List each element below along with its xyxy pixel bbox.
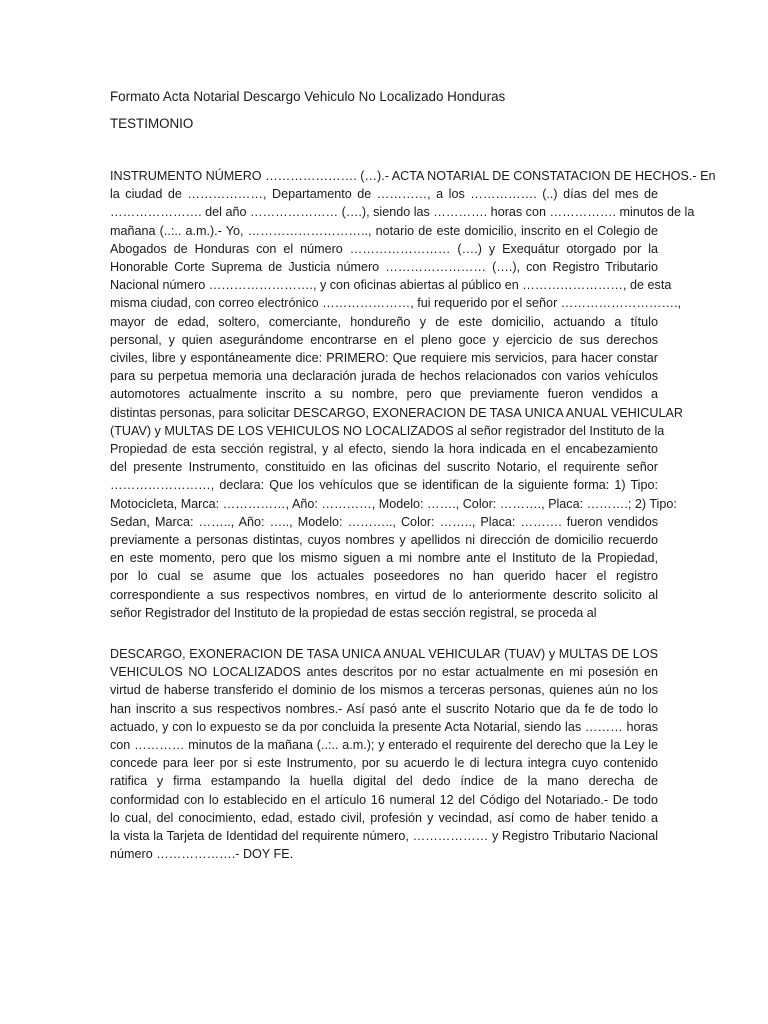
paragraph-line: virtud de haberse transferido el dominio de los mismos a terceras personas, quienes aún no los [110, 683, 658, 698]
paragraph-line: ratifica y firma estampando la huella digital del dedo índice de la mano derecha de [110, 774, 658, 789]
paragraph-line: misma ciudad, con correo electrónico …………………, fui requerido por el señor ………………………., [110, 296, 682, 311]
paragraph-line: han inscrito a sus respectivos nombres.- Así pasó ante el suscrito Notario que da fe de todo lo [110, 701, 658, 716]
document-title: Formato Acta Notarial Descargo Vehiculo No Localizado Honduras [110, 89, 506, 104]
paragraph-line: Propiedad de esta sección registral, y al efecto, siendo la hora indicada en el encabezamiento [110, 442, 658, 457]
paragraph-line: ……………………, declara: Que los vehículos que se identifican de la siguiente forma: 1) Tipo: [110, 478, 658, 493]
paragraph-line: la vista la Tarjeta de Identidad del requirente número, ……………… y Registro Tributario Nacional [110, 829, 658, 844]
paragraph-line: Honorable Corte Suprema de Justicia número …………………… (….), con Registro Tributario [110, 260, 658, 275]
paragraph-line: señor Registrador del Instituto de la propiedad de estas sección registral, se proceda al [110, 605, 597, 620]
paragraph-line: INSTRUMENTO NÚMERO …………………. (…).- ACTA NOTARIAL DE CONSTATACION DE HECHOS.- En [110, 169, 716, 183]
paragraph-line: Sedan, Marca: …….., Año: ….., Modelo: ……….., Color: …….., Placa: ………. fueron vendidos [110, 514, 658, 529]
paragraph-line: personal, y quien asegurándome encontrarse en el pleno goce y ejercicio de sus derechos [110, 332, 658, 347]
paragraph-line: DESCARGO, EXONERACION DE TASA UNICA ANUAL VEHICULAR (TUAV) y MULTAS DE LOS [110, 647, 658, 661]
paragraph-line: por lo cual se asume que los actuales poseedores no han querido hacer el registro [110, 569, 658, 584]
paragraph-closing [110, 645, 658, 863]
paragraph-line: previamente a personas distintas, cuyos nombres y apellidos ni dirección de domicilio recuerdo [110, 533, 658, 548]
paragraph-line: la ciudad de ………………, Departamento de …………, a los ……………. (..) días del mes de [110, 187, 658, 202]
paragraph-line: lo cual, del conocimiento, edad, estado civil, profesión y vecindad, así como de haber tenido a [110, 810, 658, 825]
paragraph-line: civiles, libre y espontáneamente dice: PRIMERO: Que requiere mis servicios, para hacer constar [110, 351, 658, 366]
paragraph-line: …………………. del año ………………… (….), siendo las …………. horas con ……………. minutos de la [110, 205, 695, 220]
paragraph-line: número ……………….- DOY FE. [110, 847, 294, 862]
paragraph-line: automotores actualmente inscrito a su nombre, pero que previamente fueron vendidos a [110, 387, 658, 402]
paragraph-line: del presente Instrumento, constituido en las oficinas del suscrito Notario, el requirente señor [110, 460, 658, 475]
paragraph-line: para su perpetua memoria una declaración jurada de hechos relacionados con varios vehículos [110, 369, 658, 384]
paragraph-line: actuado, y con lo expuesto se da por concluida la presente Acta Notarial, siendo las ……… horas [110, 719, 658, 734]
paragraph-line: Abogados de Honduras con el número …………………… (….) y Exequátur otorgado por la [110, 241, 658, 256]
paragraph-line: concede para leer por si este Instrumento, por su acuerdo le di lectura integra cuyo contenido [110, 756, 658, 771]
paragraph-line: correspondiente a sus respectivos nombres, en virtud de lo anteriormente descrito solicito al [110, 587, 658, 602]
paragraph-line: mañana (..:.. a.m.).- Yo, ……………………….., notario de este domicilio, inscrito en el Colegio de [110, 223, 658, 238]
paragraph-line: conformidad con lo establecido en el artículo 16 numeral 12 del Código del Notariado.- De todo [110, 792, 658, 807]
paragraph-line: en este momento, pero que los mismo siguen a mi nombre ante el Instituto de la Propiedad, [110, 551, 658, 566]
paragraph-line: distintas personas, para solicitar DESCARGO, EXONERACION DE TASA UNICA ANUAL VEHICULAR [110, 405, 683, 420]
paragraph-line: Motocicleta, Marca: ……………, Año: …………, Modelo: ……., Color: ………., Placa: ……….; 2) Tipo: [110, 496, 677, 511]
paragraph-line: (TUAV) y MULTAS DE LOS VEHICULOS NO LOCALIZADOS al señor registrador del Instituto de la [110, 423, 665, 438]
paragraph-instrument [110, 167, 716, 622]
paragraph-line: Nacional número ……………………., y con oficinas abiertas al público en ……………………, de esta [110, 278, 672, 293]
paragraph-line: VEHICULOS NO LOCALIZADOS antes descritos por no estar actualmente en mi posesión en [110, 665, 658, 680]
paragraph-line: mayor de edad, soltero, comerciante, hondureño y de este domicilio, actuando a título [110, 314, 658, 329]
document-heading: TESTIMONIO [110, 116, 194, 131]
paragraph-line: con ………… minutos de la mañana (..:.. a.m.); y enterado el requirente del derecho que la Ley le [110, 738, 658, 753]
